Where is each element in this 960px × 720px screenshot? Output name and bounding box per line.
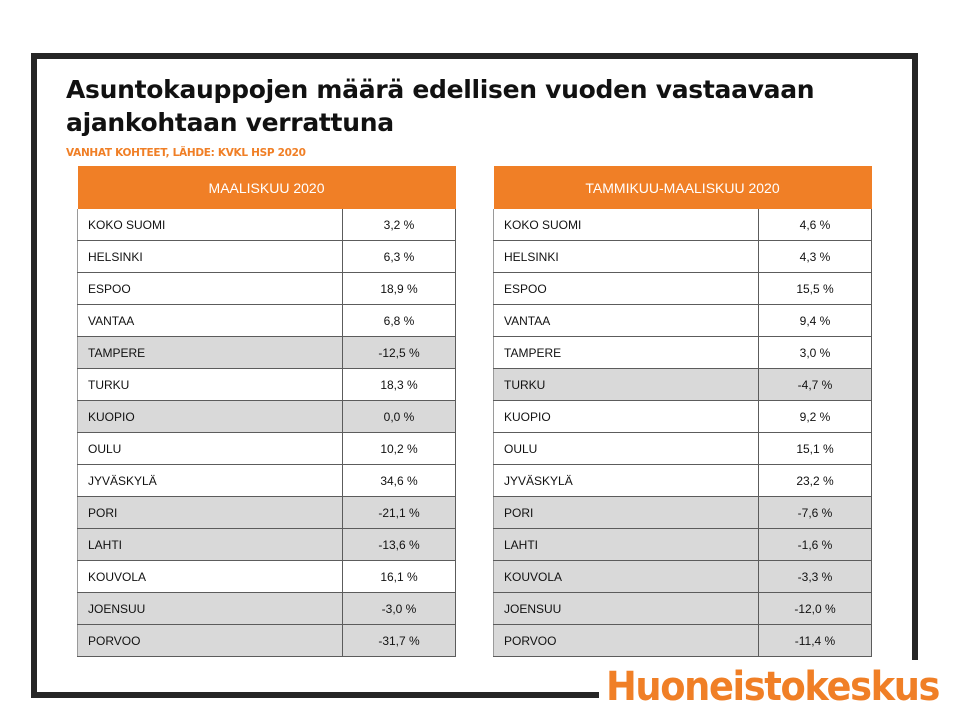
change-value-cell: -4,7 % [759,369,872,401]
table-row [494,625,872,657]
change-value-cell: -31,7 % [343,625,456,657]
city-name-cell: JOENSUU [494,593,759,625]
change-value-cell: 15,5 % [759,273,872,305]
city-name-cell: TAMPERE [78,337,343,369]
table-header-row [494,166,872,209]
table-row [494,465,872,497]
city-name-cell: KOKO SUOMI [494,209,759,241]
change-value-cell: -13,6 % [343,529,456,561]
table-row [78,337,456,369]
city-name-cell: VANTAA [494,305,759,337]
city-name-cell: KUOPIO [494,401,759,433]
slide-title: Asuntokauppojen määrä edellisen vuoden vastaavaan ajankohtaan verrattuna [66,75,815,137]
change-value-cell: 3,2 % [343,209,456,241]
table-row [494,401,872,433]
change-value-cell: -3,3 % [759,561,872,593]
table-row [78,305,456,337]
change-value-cell: 15,1 % [759,433,872,465]
change-value-cell: 34,6 % [343,465,456,497]
change-value-cell: 10,2 % [343,433,456,465]
change-value-cell: 0,0 % [343,401,456,433]
change-value-cell: 23,2 % [759,465,872,497]
frame-left-border [31,53,37,698]
city-name-cell: HELSINKI [78,241,343,273]
table-row [494,529,872,561]
table-row [494,305,872,337]
table-jan-mar-2020 [493,166,872,657]
change-value-cell: 4,3 % [759,241,872,273]
table-row [494,273,872,305]
city-name-cell: PORVOO [494,625,759,657]
change-value-cell: 3,0 % [759,337,872,369]
change-value-cell: 4,6 % [759,209,872,241]
table-row [494,337,872,369]
change-value-cell: -11,4 % [759,625,872,657]
city-name-cell: PORI [78,497,343,529]
change-value-cell: -21,1 % [343,497,456,529]
table-header: MAALISKUU 2020 [78,166,456,209]
frame-bottom-border [31,692,599,698]
change-value-cell: -12,5 % [343,337,456,369]
table-body [494,209,872,657]
table-row [494,497,872,529]
table-row [78,561,456,593]
frame-top-border [31,53,918,59]
table-row [494,593,872,625]
city-name-cell: PORVOO [78,625,343,657]
city-name-cell: JYVÄSKYLÄ [78,465,343,497]
city-name-cell: ESPOO [78,273,343,305]
table-row [494,561,872,593]
change-value-cell: 18,9 % [343,273,456,305]
table-row [494,241,872,273]
city-name-cell: KOKO SUOMI [78,209,343,241]
slide-subtitle: VANHAT KOHTEET, LÄHDE: KVKL HSP 2020 [66,147,306,159]
city-name-cell: JYVÄSKYLÄ [494,465,759,497]
table-row [78,209,456,241]
city-name-cell: KUOPIO [78,401,343,433]
table-row [78,529,456,561]
table-row [78,241,456,273]
change-value-cell: 9,2 % [759,401,872,433]
city-name-cell: TURKU [494,369,759,401]
city-name-cell: JOENSUU [78,593,343,625]
change-value-cell: -12,0 % [759,593,872,625]
change-value-cell: 18,3 % [343,369,456,401]
city-name-cell: KOUVOLA [78,561,343,593]
table-row [78,497,456,529]
change-value-cell: 6,3 % [343,241,456,273]
city-name-cell: HELSINKI [494,241,759,273]
table-row [78,593,456,625]
table-row [78,273,456,305]
huoneistokeskus-logo: Huoneistokeskus [606,664,940,710]
table-march-2020 [77,166,456,657]
table-row [494,209,872,241]
table-row [78,433,456,465]
change-value-cell: -1,6 % [759,529,872,561]
change-value-cell: -3,0 % [343,593,456,625]
city-name-cell: OULU [494,433,759,465]
change-value-cell: 6,8 % [343,305,456,337]
table-body [78,209,456,657]
city-name-cell: VANTAA [78,305,343,337]
frame-right-border [912,53,918,660]
table-header: TAMMIKUU-MAALISKUU 2020 [494,166,872,209]
city-name-cell: LAHTI [78,529,343,561]
change-value-cell: 16,1 % [343,561,456,593]
city-name-cell: TURKU [78,369,343,401]
city-name-cell: ESPOO [494,273,759,305]
change-value-cell: -7,6 % [759,497,872,529]
city-name-cell: OULU [78,433,343,465]
city-name-cell: PORI [494,497,759,529]
table-header-row [78,166,456,209]
change-value-cell: 9,4 % [759,305,872,337]
table-row [78,625,456,657]
table-row [78,369,456,401]
table-row [494,369,872,401]
table-row [78,465,456,497]
table-row [78,401,456,433]
table-row [494,433,872,465]
city-name-cell: TAMPERE [494,337,759,369]
city-name-cell: KOUVOLA [494,561,759,593]
city-name-cell: LAHTI [494,529,759,561]
